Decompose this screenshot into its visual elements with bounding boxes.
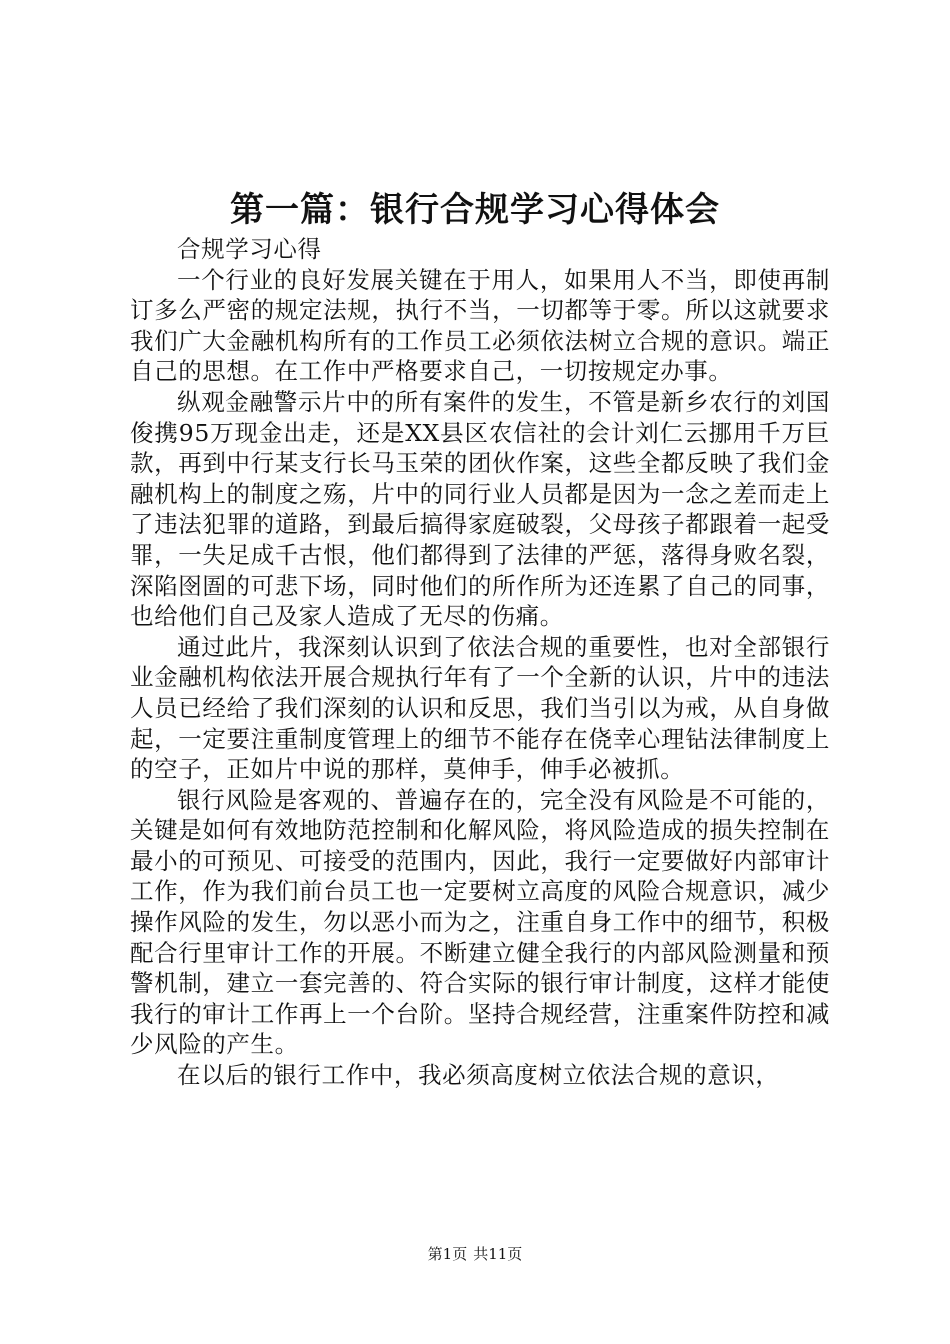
paragraph-subheading: 合规学习心得 <box>177 235 322 263</box>
paragraph: 在以后的银行工作中，我必须高度树立依法合规的意识， <box>177 1061 780 1090</box>
document-body <box>130 234 830 1091</box>
page-footer <box>0 1244 950 1264</box>
paragraph: 银行风险是客观的、普遍存在的，完全没有风险是不可能的，关键是如何有效地防范控制和化解风险，将风险造成的损失控制在最小的可预见、可接受的范围内，因此，我行一定要做好内部审计工作，作为我们前台员工也一定要树立高度的风险合规意识，减少操作风险的发生，勿以恶小而为之，注重自身工作中的细节，积极配合行里审计工作的开展。不断建立健全我行的内部风险测量和预警机制，建立一套完善的、符合实际的银行审计制度，这样才能使我行的审计工作再上一个台阶。坚持合规经营，注重案件防控和减少风险的产生。 <box>130 785 830 1059</box>
page-number: 第1页 <box>427 1245 468 1263</box>
paragraph: 纵观金融警示片中的所有案件的发生，不管是新乡农行的刘国俊携95万现金出走，还是XX县区农信社的会计刘仁云挪用千万巨款，再到中行某支行长马玉荣的团伙作案，这些全都反映了我们金融机构上的制度之殇，片中的同行业人员都是因为一念之差而走上了违法犯罪的道路，到最后搞得家庭破裂，父母孩子都跟着一起受罪，一失足成千古恨，他们都得到了法律的严惩，落得身败名裂，深陷囹圄的可悲下场，同时他们的所作所为还连累了自己的同事，也给他们自己及家人造成了无尽的伤痛。 <box>130 387 830 631</box>
paragraph: 通过此片，我深刻认识到了依法合规的重要性，也对全部银行业金融机构依法开展合规执行年有了一个全新的认识，片中的违法人员已经给了我们深刻的认识和反思，我们当引以为戒，从自身做起，一定要注重制度管理上的细节不能存在侥幸心理钻法律制度上的空子，正如片中说的那样，莫伸手，伸手必被抓。 <box>130 632 830 784</box>
page-total: 共11页 <box>473 1245 523 1263</box>
document-title: 第一篇：银行合规学习心得体会 <box>230 190 720 230</box>
paragraph: 一个行业的良好发展关键在于用人，如果用人不当，即使再制订多么严密的规定法规，执行不当，一切都等于零。所以这就要求我们广大金融机构所有的工作员工必须依法树立合规的意识。端正自己的思想。在工作中严格要求自己，一切按规定办事。 <box>130 265 830 386</box>
